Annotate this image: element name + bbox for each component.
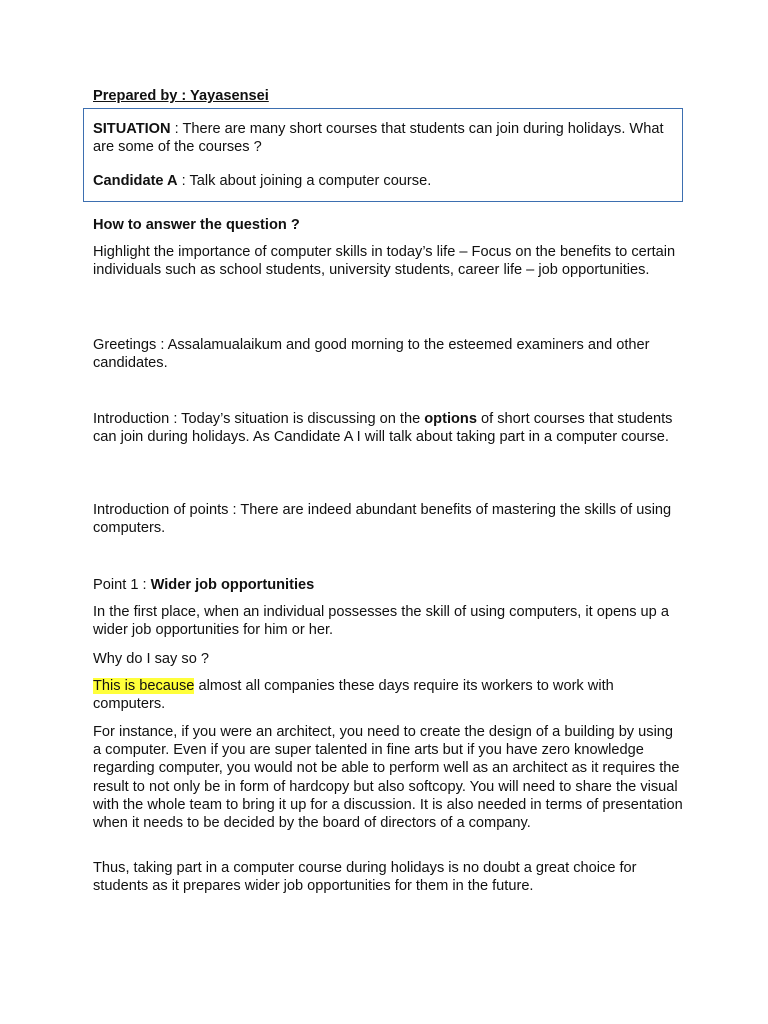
point1-para1: In the first place, when an individual possesses the skill of using computers, it opens up a wider job opportunities for him or her. [93, 604, 669, 639]
how-to-text: Highlight the importance of computer skills in today’s life – Focus on the benefits to certain individuals such as school students, university students, career life – job opportunities. [93, 244, 676, 279]
how-to-heading: How to answer the question ? [93, 217, 300, 233]
point1-para2 [93, 677, 683, 713]
candidate-line [93, 172, 678, 190]
candidate-text: : Talk about joining a computer course. [177, 173, 432, 190]
point1-para2-rest: almost all companies these days require its workers to work with computers. [93, 678, 614, 713]
greetings-text: Greetings : Assalamualaikum and good morning to the esteemed examiners and other candidates. [93, 337, 650, 372]
highlighted-phrase: This is because [93, 678, 195, 694]
point1-label: Point 1 : [93, 577, 151, 593]
situation-box-content [93, 120, 678, 191]
introduction-after: of short courses that students can join during holidays. As Candidate A I will talk about taking part in a computer course. [93, 411, 673, 446]
situation-box [83, 108, 683, 202]
introduction-before: Introduction : Today’s situation is discussing on the [93, 411, 425, 427]
point1-title: Wider job opportunities [150, 577, 315, 593]
point1-question: Why do I say so ? [93, 651, 209, 667]
situation-label: SITUATION [93, 121, 171, 137]
situation-text: : There are many short courses that students can join during holidays. What are some of the courses ? [93, 121, 664, 156]
situation-line [93, 120, 678, 156]
introduction-bold: options [424, 411, 477, 427]
intro-points-text: Introduction of points : There are indeed abundant benefits of mastering the skills of using computers. [93, 502, 672, 537]
point1-para3: For instance, if you were an architect, you need to create the design of a building by using a computer. Even if you are super talented in fine arts but if you have zero knowledge regarding computer, you would not be able to perform well as an architect as it requires the result to not only be in form of hardcopy but also softcopy. You will need to share the visual with the whole team to bring it up for a discussion. It is also needed in terms of presentation when it needs to be decided by the board of directors of a company. [93, 724, 683, 832]
candidate-label: Candidate A [93, 173, 178, 190]
point1-heading [93, 576, 683, 594]
introduction-text [93, 410, 683, 446]
prepared-by: Prepared by : Yayasensei [93, 88, 269, 104]
point1-para4: Thus, taking part in a computer course during holidays is no doubt a great choice for students as it prepares wider job opportunities for them in the future. [93, 860, 637, 895]
